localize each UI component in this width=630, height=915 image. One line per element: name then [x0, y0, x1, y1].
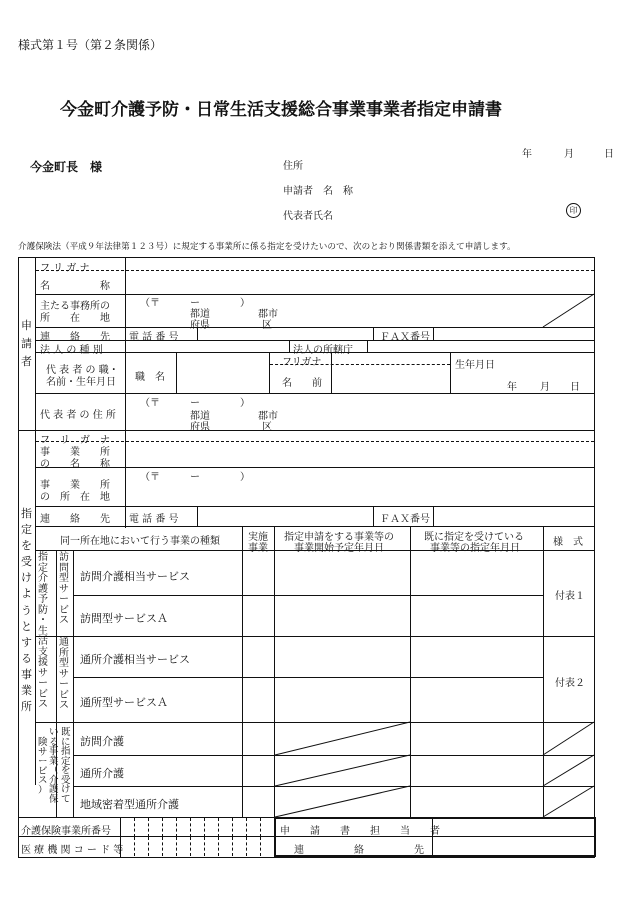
- existing-designation-header-2: 事業等の指定年月日: [430, 543, 520, 554]
- seal-mark: 印: [566, 203, 581, 218]
- representative-title-label-1: 代 表 者 の 職・: [46, 365, 119, 376]
- representative-address-label: 代 表 者 の 住 所: [40, 410, 116, 421]
- head-office-label-1: 主たる事務所の: [40, 301, 110, 312]
- existing-services-label-a: 既 に 指 定 を 受 け て: [61, 727, 71, 805]
- birth-day-label: 日: [570, 382, 580, 393]
- prefecture-label-2: 府県: [190, 320, 210, 331]
- existing-designation-header-1: 既に指定を受けている: [424, 532, 524, 543]
- applicant-side-label: 申 請 者: [21, 319, 32, 369]
- furigana-label: フ リ ガ ナ: [40, 263, 90, 274]
- rep-city-label-1: 郡市: [258, 411, 278, 422]
- insurance-number-label: 介護保険事業所番号: [21, 826, 111, 837]
- date-day: 日: [604, 149, 614, 160]
- office-side-label: 指 定 を 受 け よ う と す る 事 業 所: [21, 507, 32, 714]
- office-location-label-2: の 所 在 地: [40, 492, 110, 503]
- service-row-name: 訪問介護相当サービス: [80, 570, 190, 583]
- birth-month-label: 月: [540, 382, 550, 393]
- rep-postal-code-field[interactable]: （〒 ー ）: [140, 398, 250, 409]
- city-label-2: 区: [262, 320, 272, 331]
- city-label-1: 郡市: [258, 309, 278, 320]
- date-year: 年: [522, 149, 532, 160]
- office-contact-label: 連 絡 先: [40, 514, 110, 525]
- service-row-name: 通所介護相当サービス: [80, 653, 190, 666]
- person-in-charge-label: 申 請 書 担 当 者: [280, 826, 440, 837]
- office-name-label-2: の 名 称: [40, 459, 110, 470]
- fax-label: ＦＡＸ番号: [380, 332, 430, 343]
- service-row-name: 通所介護: [80, 767, 124, 780]
- office-phone-label: 電 話 番 号: [129, 514, 179, 525]
- implementation-header-1: 実施: [248, 532, 268, 543]
- service-row-name: 訪問型サービスＡ: [80, 612, 168, 625]
- applicant-name-label: 申請者 名 称: [283, 186, 353, 197]
- existing-services-label-c: 険 サ ー ビ ス ）: [38, 737, 48, 796]
- representative-name-label: 代表者氏名: [283, 211, 333, 222]
- form-number-label: 様式第１号（第２条関係）: [18, 38, 163, 52]
- visit-type-group-label: 訪 問 型 サ ー ビ ス: [59, 552, 69, 626]
- head-office-label-2: 所 在 地: [40, 313, 110, 324]
- contact-label: 連 絡 先: [40, 332, 110, 343]
- start-date-header-1: 指定申請をする事業等の: [284, 532, 394, 543]
- footer-contact-label: 連 絡 先: [294, 845, 424, 856]
- start-date-header-2: 事業開始予定年月日: [294, 543, 384, 554]
- corporation-authority-label: 法人の所轄庁: [293, 345, 353, 356]
- representative-name-label-cell: 名 前: [282, 378, 322, 389]
- appendix-2-label: 付表２: [555, 678, 585, 689]
- birth-year-label: 年: [507, 382, 517, 393]
- applicant-address-label: 住所: [283, 161, 303, 172]
- application-statement: 介護保険法（平成９年法律第１２３号）に規定する事業所に係る指定を受けたいので、次のとおり関係書類を添えて申請します。: [18, 242, 516, 252]
- postal-code-field[interactable]: （〒 ー ）: [140, 298, 250, 309]
- corporation-type-label: 法 人 の 種 別: [40, 345, 103, 356]
- service-type-header: 同一所在地において行う事業の種類: [60, 536, 220, 547]
- commute-type-group-label: 通 所 型 サ ー ビ ス: [59, 637, 69, 711]
- birthdate-label: 生年月日: [455, 360, 495, 371]
- office-name-label-1: 事 業 所: [40, 447, 110, 458]
- office-fax-label: ＦＡＸ番号: [380, 514, 430, 525]
- date-month: 月: [564, 149, 574, 160]
- corporation-name-label: 名 称: [40, 281, 110, 292]
- representative-title-label-2: 名前・生年月日: [46, 377, 116, 388]
- office-furigana-label: フ リ ガ ナ: [40, 435, 110, 446]
- rep-prefecture-label-2: 府県: [190, 422, 210, 433]
- office-location-label-1: 事 業 所: [40, 480, 110, 491]
- service-row-name: 通所型サービスＡ: [80, 696, 168, 709]
- service-row-name: 地域密着型通所介護: [80, 798, 179, 811]
- addressee: 今金町長 様: [30, 160, 103, 174]
- appendix-1-label: 付表１: [555, 591, 585, 602]
- phone-label: 電 話 番 号: [129, 332, 179, 343]
- service-row-name: 訪問介護: [80, 735, 124, 748]
- rep-prefecture-label-1: 都道: [190, 411, 210, 422]
- rep-city-label-2: 区: [262, 422, 272, 433]
- document-title: 今金町介護予防・日常生活支援総合事業事業者指定申請書: [60, 100, 502, 120]
- existing-services-label-b: い る 事 業 （ 介 護 保: [49, 727, 59, 805]
- preventive-support-group-label: 指 定 介 護 予 防 ・ 生 活 支 援 サ ー ビ ス: [38, 552, 48, 710]
- representative-furigana-label: フリガナ: [282, 357, 322, 368]
- prefecture-label-1: 都道: [190, 309, 210, 320]
- medical-code-label: 医 療 機 関 コ ー ド 等: [21, 845, 124, 856]
- form-header: 様 式: [553, 537, 583, 548]
- office-postal-code-field[interactable]: （〒 ー ）: [140, 472, 250, 483]
- implementation-header-2: 事業: [248, 543, 268, 554]
- position-label: 職 名: [135, 372, 165, 383]
